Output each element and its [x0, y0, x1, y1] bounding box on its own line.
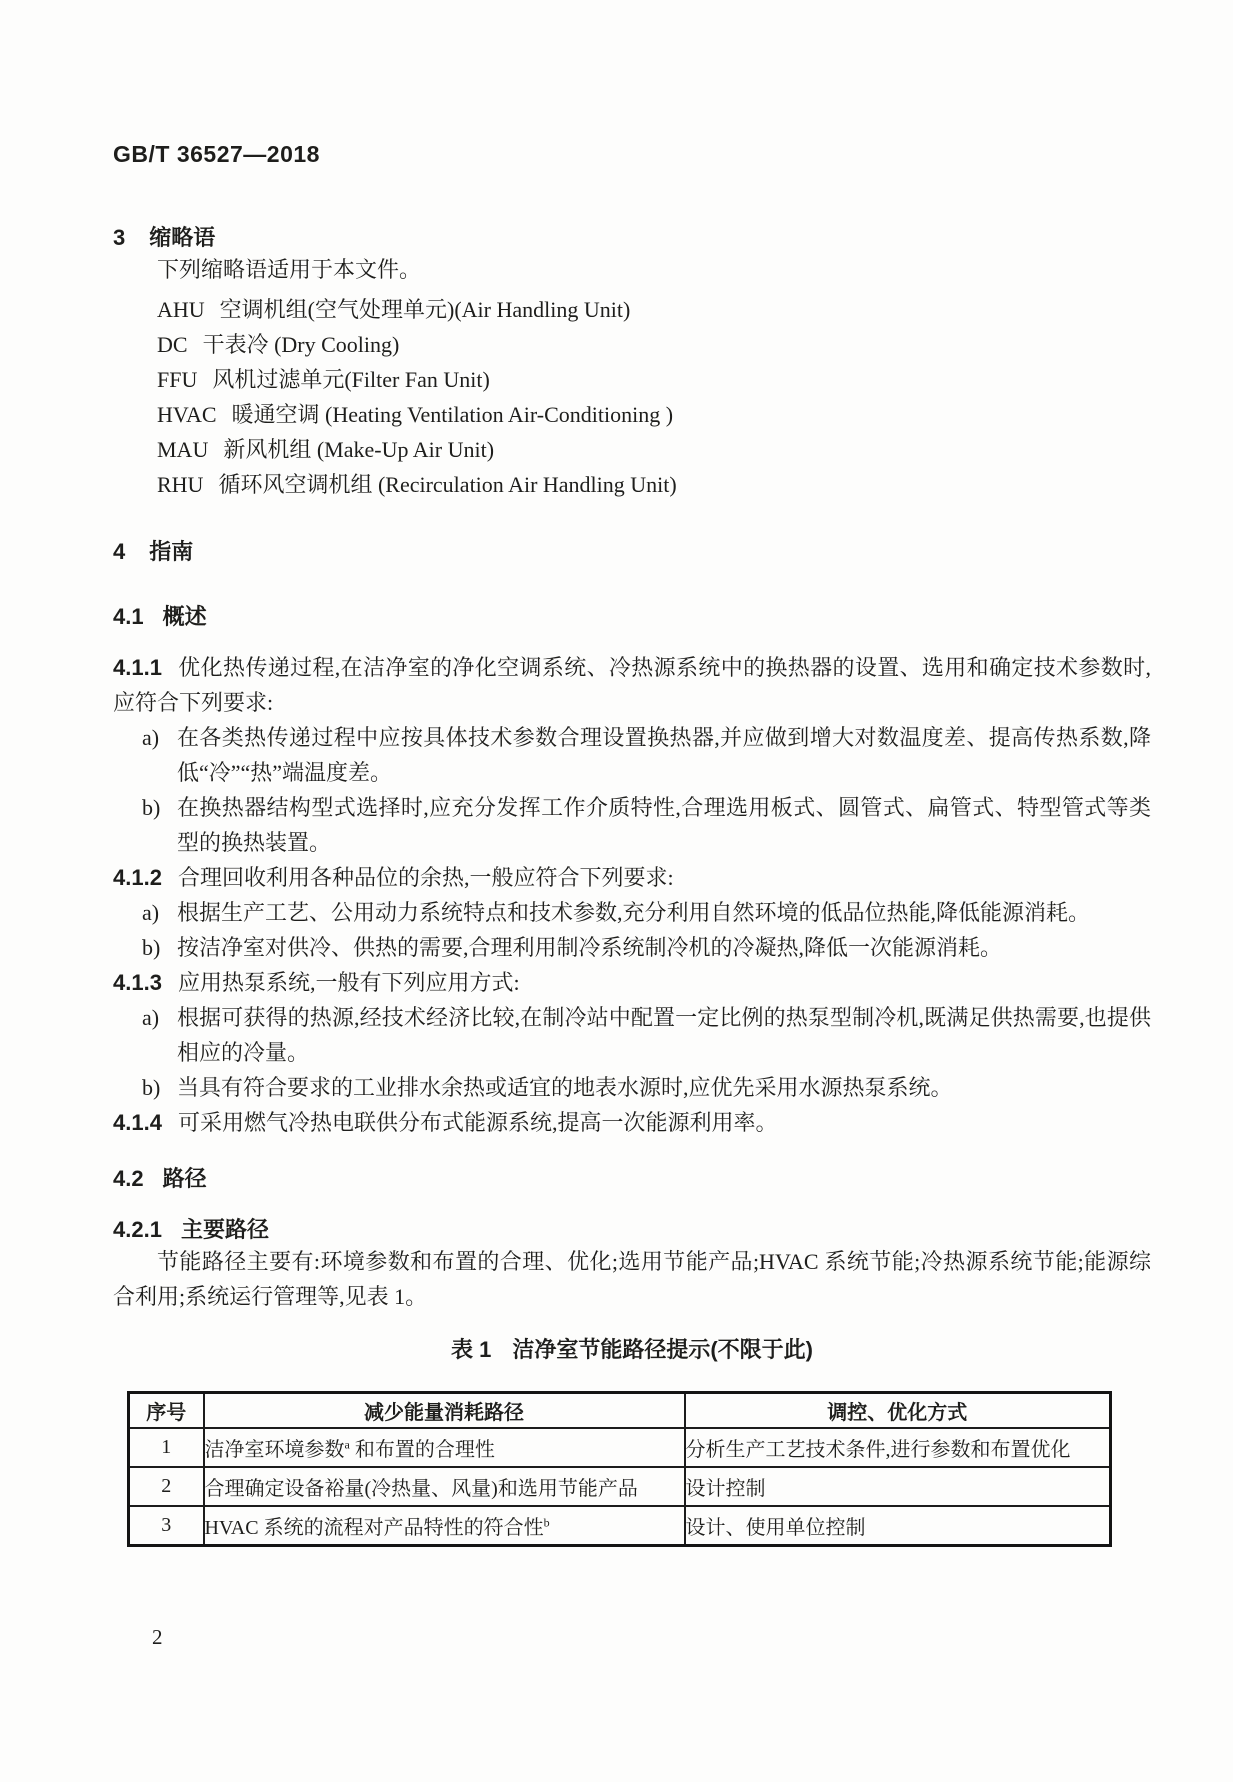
table-1-caption-text: 洁净室节能路径提示(不限于此) [512, 1337, 813, 1362]
list-item-text: 当具有符合要求的工业排水余热或适宜的地表水源时,应优先采用水源热泵系统。 [177, 1075, 953, 1100]
abbreviation-item-dc [113, 327, 1151, 362]
clause-paragraph [113, 860, 1151, 895]
list-item-text: 在换热器结构型式选择时,应充分发挥工作介质特性,合理选用板式、圆管式、扁管式、特型管式等类型的换热装置。 [177, 795, 1151, 855]
abbr-definition: 干表冷 (Dry Cooling) [202, 332, 400, 357]
section-4-2-1-number: 4.2.1 [113, 1217, 162, 1242]
list-item-a [113, 1000, 1151, 1070]
clause-number: 4.1.3 [113, 970, 162, 995]
abbr-code: AHU [157, 297, 205, 322]
clause-text: 合理回收利用各种品位的余热,一般应符合下列要求: [177, 865, 674, 890]
section-4-2-title: 路径 [162, 1166, 207, 1191]
abbreviation-list [113, 292, 1151, 502]
abbreviation-item-rhu [113, 467, 1151, 502]
clause-number: 4.1.2 [113, 865, 162, 890]
abbreviation-item-ffu [113, 362, 1151, 397]
clause-text: 应用热泵系统,一般有下列应用方式: [177, 970, 520, 995]
col-header-no: 序号 [129, 1393, 204, 1429]
cell-no: 3 [129, 1506, 204, 1546]
section-3-heading [113, 224, 1151, 252]
clause-4-1-1 [113, 650, 1151, 860]
clause-paragraph [113, 650, 1151, 720]
table-row [129, 1467, 1111, 1506]
main-paths-paragraph: 节能路径主要有:环境参数和布置的合理、优化;选用节能产品;HVAC 系统节能;冷热源系统节能;能源综合利用;系统运行管理等,见表 1。 [113, 1249, 1151, 1309]
table-header-row [129, 1393, 1111, 1429]
cell-control: 设计、使用单位控制 [685, 1506, 1111, 1546]
cell-path-text: 合理确定设备裕量(冷热量、风量)和选用节能产品 [204, 1478, 638, 1500]
section-3-number: 3 [113, 225, 126, 250]
clause-4-1-2 [113, 860, 1151, 965]
table-1-caption-label: 表 1 [450, 1337, 492, 1362]
standard-number: GB/T 36527—2018 [113, 141, 320, 167]
list-item-label: a) [142, 900, 160, 925]
list-item-label: b) [142, 795, 161, 820]
section-4-1-heading [113, 603, 1151, 631]
abbr-code: RHU [157, 472, 204, 497]
section-4-1-number: 4.1 [113, 604, 144, 629]
abbr-definition: 风机过滤单元(Filter Fan Unit) [212, 367, 490, 392]
cell-control: 设计控制 [685, 1467, 1111, 1506]
clause-text: 优化热传递过程,在洁净室的净化空调系统、冷热源系统中的换热器的设置、选用和确定技术参数时,应符合下列要求: [113, 655, 1151, 715]
list-item-label: a) [142, 725, 160, 750]
footnote-mark-b: b [543, 1515, 550, 1530]
list-item-label: b) [142, 935, 161, 960]
abbr-code: HVAC [157, 402, 217, 427]
abbreviation-item-hvac [113, 397, 1151, 432]
list-item-label: b) [142, 1075, 161, 1100]
table-1-caption [113, 1335, 1151, 1365]
clause-paragraph [113, 1105, 1151, 1140]
section-3-title: 缩略语 [149, 225, 216, 250]
cell-control: 分析生产工艺技术条件,进行参数和布置优化 [685, 1428, 1111, 1467]
list-item-text: 根据可获得的热源,经技术经济比较,在制冷站中配置一定比例的热泵型制冷机,既满足供热需要,也提供相应的冷量。 [177, 1005, 1151, 1065]
list-item-a [113, 720, 1151, 790]
cell-path-text: 洁净室环境参数 [204, 1439, 345, 1461]
abbr-definition: 循环风空调机组 (Recirculation Air Handling Unit) [218, 472, 677, 497]
abbr-definition: 暖通空调 (Heating Ventilation Air-Conditioning ) [231, 402, 674, 427]
cell-path [204, 1428, 685, 1467]
abbreviation-item-ahu [113, 292, 1151, 327]
section-4-number: 4 [113, 539, 126, 564]
abbr-code: DC [157, 332, 188, 357]
abbr-code: FFU [157, 367, 198, 392]
list-item-b [113, 1070, 1151, 1105]
col-header-path: 减少能量消耗路径 [204, 1393, 685, 1429]
abbreviation-item-mau [113, 432, 1151, 467]
cell-path-text: HVAC 系统的流程对产品特性的符合性 [204, 1517, 544, 1539]
cell-path [204, 1467, 685, 1506]
footnote-mark-a: a [344, 1437, 350, 1452]
page-content [113, 0, 1151, 1547]
section-4-heading [113, 538, 1151, 566]
section-4-2-1-heading [113, 1216, 1151, 1244]
table-row [129, 1506, 1111, 1546]
section-4-2-1-title: 主要路径 [180, 1217, 269, 1242]
table-row [129, 1428, 1111, 1467]
abbr-definition: 空调机组(空气处理单元)(Air Handling Unit) [219, 297, 631, 322]
section-4-1-title: 概述 [162, 604, 207, 629]
section-4-title: 指南 [149, 539, 194, 564]
abbr-code: MAU [157, 437, 209, 462]
section-4-2-number: 4.2 [113, 1166, 144, 1191]
clause-paragraph [113, 965, 1151, 1000]
abbr-intro: 下列缩略语适用于本文件。 [157, 257, 422, 282]
cell-path [204, 1506, 685, 1546]
clause-4-1-3 [113, 965, 1151, 1105]
list-item-text: 根据生产工艺、公用动力系统特点和技术参数,充分利用自然环境的低品位热能,降低能源消耗。 [177, 900, 1091, 925]
cell-no: 2 [129, 1467, 204, 1506]
list-item-a [113, 895, 1151, 930]
clause-text: 可采用燃气冷热电联供分布式能源系统,提高一次能源利用率。 [177, 1110, 778, 1135]
table-1 [127, 1391, 1112, 1547]
abbr-definition: 新风机组 (Make-Up Air Unit) [223, 437, 495, 462]
cell-no: 1 [129, 1428, 204, 1467]
clause-number: 4.1.4 [113, 1110, 162, 1135]
clause-4-1-4 [113, 1105, 1151, 1140]
list-item-text: 在各类热传递过程中应按具体技术参数合理设置换热器,并应做到增大对数温度差、提高传热系数,降低“冷”“热”端温度差。 [177, 725, 1151, 785]
list-item-text: 按洁净室对供冷、供热的需要,合理利用制冷系统制冷机的冷凝热,降低一次能源消耗。 [177, 935, 1003, 960]
col-header-control: 调控、优化方式 [685, 1393, 1111, 1429]
list-item-b [113, 790, 1151, 860]
clause-number: 4.1.1 [113, 655, 162, 680]
list-item-b [113, 930, 1151, 965]
section-4-2-heading [113, 1165, 1151, 1193]
page-number: 2 [152, 1625, 163, 1649]
list-item-label: a) [142, 1005, 160, 1030]
cell-path-rest: 和布置的合理性 [349, 1439, 495, 1461]
